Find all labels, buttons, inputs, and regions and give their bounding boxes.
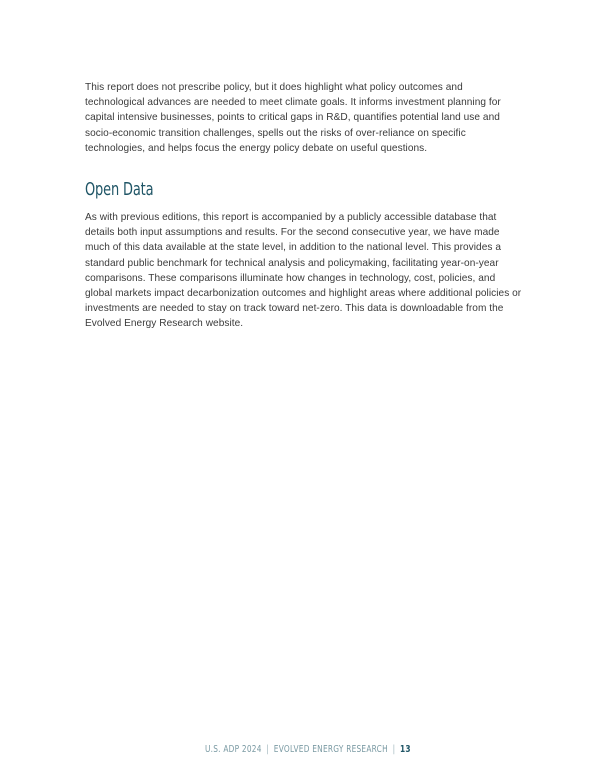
section-heading: Open Data bbox=[85, 179, 154, 201]
open-data-paragraph: As with previous editions, this report is accompanied by a publicly accessible database that details both input assumptions and results. For the second consecutive year, we have made much of this data available at the state level, in addition to the national level. This provides a standard public benchmark for technical analysis and policymaking, facilitating year-on-year comparisons. These comparisons illuminate how changes in technology, cost, policies, and global markets impact decarbonization outcomes and highlight areas where additional policies or investments are needed to stay on track toward net-zero. This data is downloadable from the Evolved Energy Research website. bbox=[85, 212, 522, 330]
footer-page-number: 13 bbox=[399, 744, 411, 755]
page-footer bbox=[205, 744, 411, 756]
intro-paragraph: This report does not prescribe policy, but it does highlight what policy outcomes and technological advances are needed to meet climate goals. It informs investment planning for capital intensive businesses, points to critical gaps in R&D, quantifies potential land use and socio-economic transition challenges, spells out the risks of over-reliance on specific technologies, and helps focus the energy policy debate on useful questions. bbox=[85, 82, 501, 154]
footer-separator-1: | bbox=[266, 744, 270, 755]
page-content bbox=[85, 80, 525, 332]
footer-organization: EVOLVED ENERGY RESEARCH bbox=[273, 744, 388, 755]
footer-separator-2: | bbox=[392, 744, 396, 755]
footer-report-name: U.S. ADP 2024 bbox=[205, 744, 262, 755]
